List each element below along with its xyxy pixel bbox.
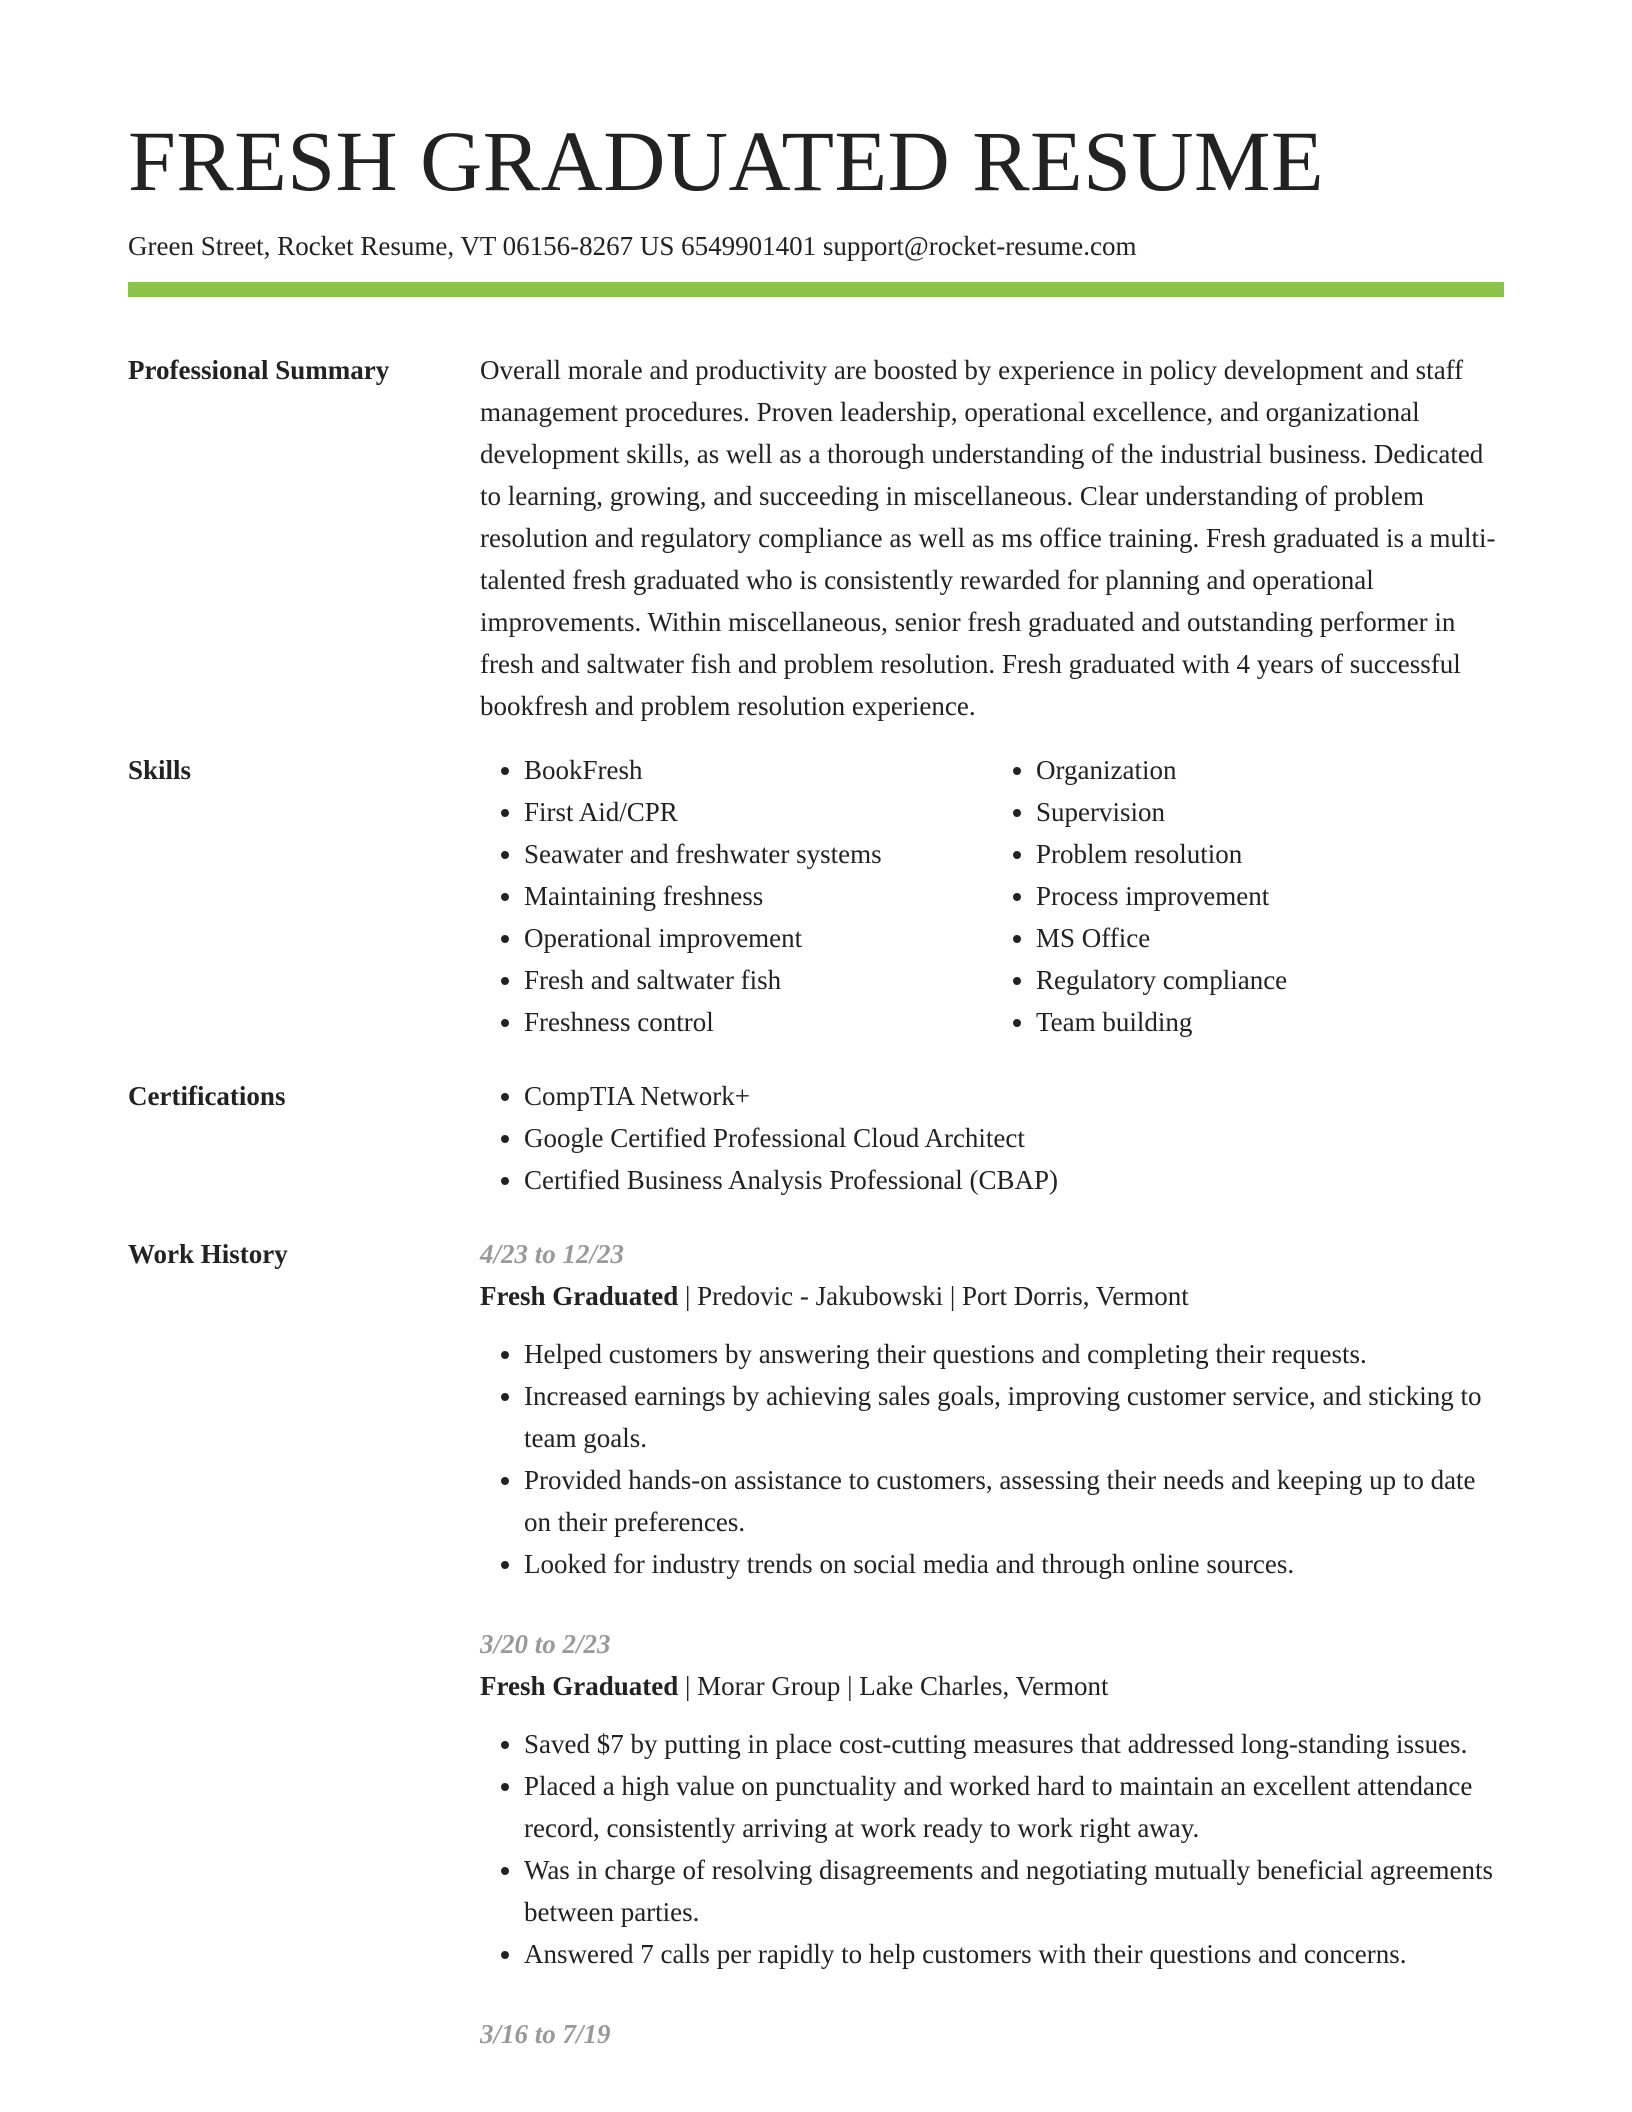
list-item: • MS Office (1036, 917, 1504, 959)
list-item: • Seawater and freshwater systems (524, 833, 992, 875)
list-item: • Saved $7 by putting in place cost-cutting measures that addressed long-standing issues. (524, 1723, 1504, 1765)
job-details: | Morar Group | Lake Charles, Vermont (678, 1671, 1109, 1702)
list-item: • BookFresh (524, 749, 992, 791)
list-item: • Process improvement (1036, 875, 1504, 917)
work-history-section (128, 1233, 1504, 2093)
job-entry (480, 1233, 1504, 1585)
job-entry (480, 2013, 1504, 2055)
list-item: • Supervision (1036, 791, 1504, 833)
job-entry (480, 1623, 1504, 1975)
section-label-certifications: Certifications (128, 1081, 286, 1112)
job-dates: 4/23 to 12/23 (480, 1239, 625, 1270)
list-item: • Team building (1036, 1001, 1504, 1043)
resume-title: FRESH GRADUATED RESUME (128, 113, 1325, 209)
list-item: • Regulatory compliance (1036, 959, 1504, 1001)
skills-list-left (480, 749, 992, 1043)
list-item: • Answered 7 calls per rapidly to help customers with their questions and concerns. (524, 1933, 1504, 1975)
job-heading (480, 1275, 1504, 1317)
job-dates: 3/16 to 7/19 (480, 2019, 611, 2050)
job-details: | Predovic - Jakubowski | Port Dorris, Vermont (678, 1281, 1189, 1312)
list-item: • Freshness control (524, 1001, 992, 1043)
list-item: • Looked for industry trends on social media and through online sources. (524, 1543, 1504, 1585)
list-item: • Problem resolution (1036, 833, 1504, 875)
summary-text: Overall morale and productivity are boosted by experience in policy development and staff management procedures. Proven leadership, operational excellence, and organizational development skills, as well as a thorough understanding of the industrial business. Dedicated to learning, growing, and succeeding in miscellaneous. Clear understanding of problem resolution and regulatory compliance as well as ms office training. Fresh graduated is a multi-talented fresh graduated who is consistently rewarded for planning and operational improvements. Within miscellaneous, senior fresh graduated and outstanding performer in fresh and saltwater fish and problem resolution. Fresh graduated with 4 years of successful bookfresh and problem resolution experience. (480, 355, 1496, 722)
certifications-section (128, 1075, 1504, 1201)
job-dates: 3/20 to 2/23 (480, 1629, 611, 1660)
job-title: Fresh Graduated (480, 1281, 679, 1312)
list-item: • Was in charge of resolving disagreements and negotiating mutually beneficial agreements between parties. (524, 1849, 1504, 1933)
section-label-summary: Professional Summary (128, 355, 390, 386)
section-label-skills: Skills (128, 755, 192, 786)
list-item: • Maintaining freshness (524, 875, 992, 917)
summary-section (128, 349, 1504, 727)
skills-list-right (992, 749, 1504, 1043)
list-item: • Helped customers by answering their questions and completing their requests. (524, 1333, 1504, 1375)
list-item: • Fresh and saltwater fish (524, 959, 992, 1001)
resume-page (128, 0, 1504, 2093)
job-duties-list (480, 1333, 1504, 1585)
list-item: • Provided hands-on assistance to customers, assessing their needs and keeping up to date on their preferences. (524, 1459, 1504, 1543)
list-item: • Organization (1036, 749, 1504, 791)
contact-line: Green Street, Rocket Resume, VT 06156-8267 US 6549901401 support@rocket-resume.com (128, 231, 1137, 261)
job-duties-list (480, 1723, 1504, 1975)
accent-divider (128, 282, 1504, 297)
list-item: • CompTIA Network+ (524, 1075, 1504, 1117)
list-item: • Operational improvement (524, 917, 992, 959)
list-item: • Certified Business Analysis Professional (CBAP) (524, 1159, 1504, 1201)
job-title: Fresh Graduated (480, 1671, 679, 1702)
list-item: • Google Certified Professional Cloud Architect (524, 1117, 1504, 1159)
list-item: • First Aid/CPR (524, 791, 992, 833)
section-label-work-history: Work History (128, 1239, 288, 1270)
skills-section (128, 749, 1504, 1043)
certifications-list (480, 1075, 1504, 1201)
list-item: • Placed a high value on punctuality and worked hard to maintain an excellent attendance record, consistently arriving at work ready to work right away. (524, 1765, 1504, 1849)
list-item: • Increased earnings by achieving sales goals, improving customer service, and sticking to team goals. (524, 1375, 1504, 1459)
job-heading (480, 1665, 1504, 1707)
